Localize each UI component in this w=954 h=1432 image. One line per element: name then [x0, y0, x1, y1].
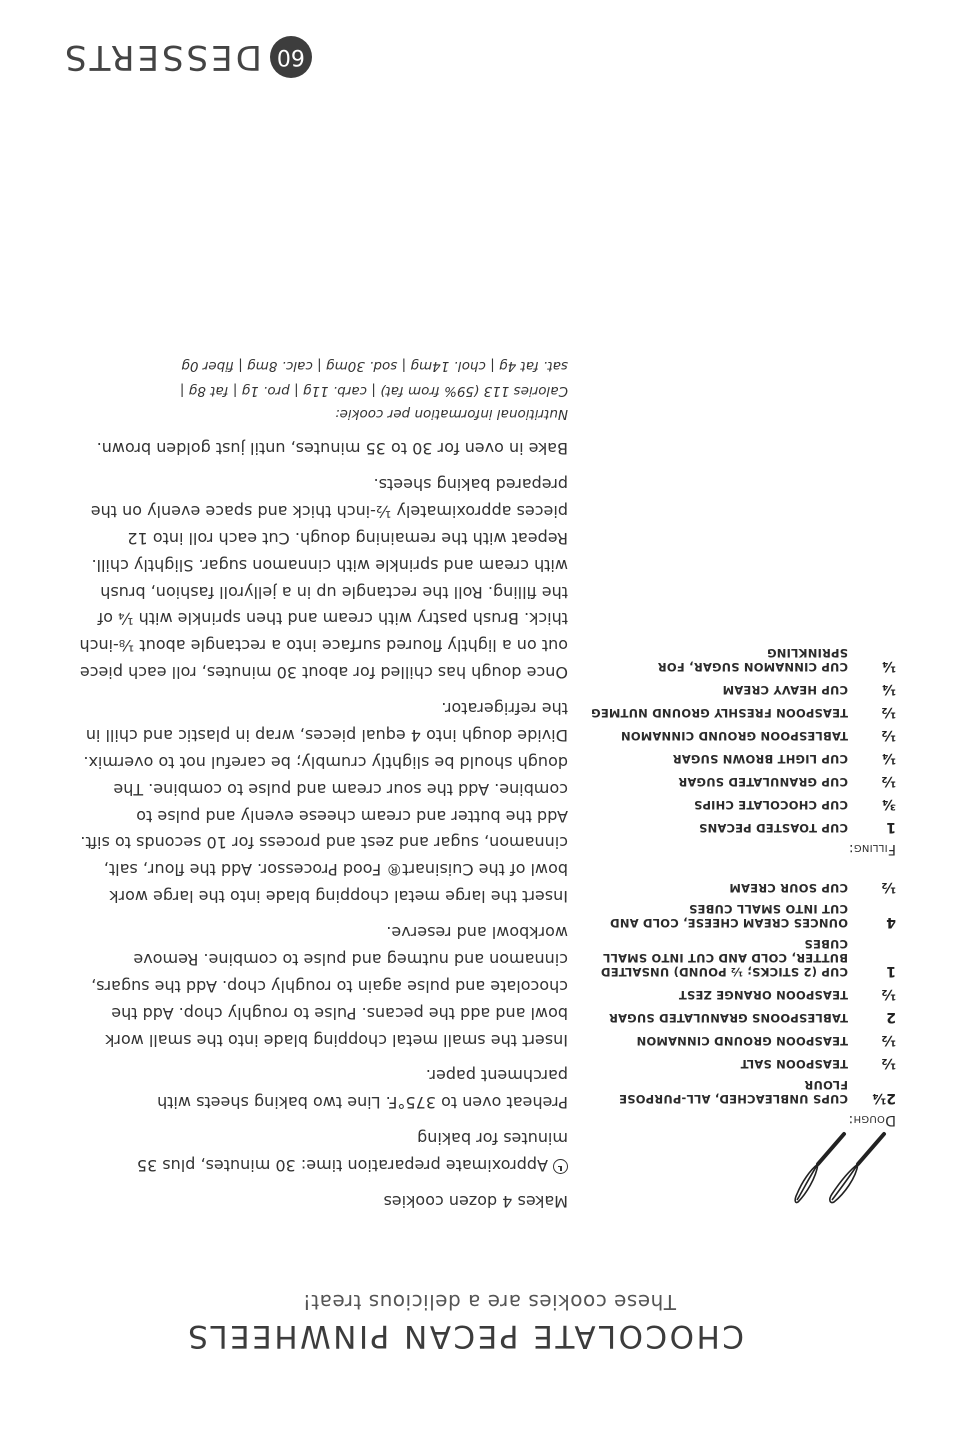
ingredient-text: CUP (2 STICKS; ½ POUND) UNSALTED BUTTER, COLD AND CUT INTO SMALL CUBES — [600, 936, 848, 979]
ingredient-text: CUP TOASTED PECANS — [698, 820, 848, 835]
nutrition-line: sat. fat 4g | chol. 14mg | sod. 30mg | calc. 8mg | fiber 0g — [181, 358, 568, 375]
ingredient-qty: ¼ — [881, 749, 896, 766]
ingredient-qty: ½ — [881, 985, 896, 1002]
recipe-title: CHOCOLATE PECAN PINWHEELS — [185, 1318, 744, 1354]
ingredient-qty: ¼ — [881, 657, 896, 674]
filling-label: Filling: — [848, 840, 896, 857]
ingredient-qty: ½ — [881, 878, 896, 895]
dough-label: Dough: — [848, 1112, 896, 1128]
ingredient-qty: ½ — [881, 703, 896, 720]
list-item — [576, 796, 896, 812]
list-item — [576, 750, 896, 766]
prep-time — [78, 1124, 568, 1178]
ingredient-qty: ½ — [881, 1031, 896, 1048]
ingredient-text: TEASPOON FRESHLY GROUND NUTMEG — [591, 705, 848, 720]
ingredient-text: TEASPOON ORANGE ZEST — [678, 987, 848, 1002]
ingredient-qty: 2¼ — [871, 1090, 896, 1106]
prep-time-text: Approximate preparation time: 30 minutes, plus 35 minutes for baking — [136, 1129, 568, 1176]
ingredient-text: TABLESPOON GROUND CINNAMON — [620, 728, 848, 743]
ingredient-qty: 1 — [886, 962, 896, 979]
list-item — [576, 902, 896, 930]
ingredient-qty: ½ — [881, 772, 896, 789]
instruction-step: Preheat oven to 375°F. Line two baking sheets with parchment paper. — [157, 1066, 568, 1113]
ingredient-text: CUP HEAVY CREAM — [722, 682, 848, 697]
ingredient-text: TABLESPOONS GRANULATED SUGAR — [608, 1010, 848, 1025]
list-item — [576, 646, 896, 674]
ingredient-qty: ½ — [881, 1054, 896, 1071]
section-header — [62, 36, 312, 78]
instruction-step: Once dough has chilled for about 30 minutes, roll each piece out on a lightly floured surface into a rectangle about ⅛-inch thick. Brush pastry with cream and then sprinkle with ¼ of the filling. Roll the rectangle up in a jellyroll fashion, brush with cream and sprinkle with cinnamon sugar. Slightly chill. Repeat with the remaining dough. Cut each roll into 12 pieces approximately ½-inch thick and space evenly on the prepared baking sheets. — [79, 475, 568, 683]
section-title: DESSERTS — [62, 37, 262, 77]
list-item — [576, 819, 896, 835]
list-item — [576, 704, 896, 720]
ingredient-qty: 4 — [886, 913, 896, 930]
ingredient-qty: ¼ — [881, 680, 896, 697]
ingredient-text: CUP LIGHT BROWN SUGAR — [672, 751, 848, 766]
nutrition-title: Nutritional information per cookie: — [335, 406, 568, 423]
list-item — [576, 1032, 896, 1048]
clock-icon — [553, 1159, 568, 1174]
instruction-step: Bake in oven for 30 to 35 minutes, until just golden brown. — [96, 439, 568, 459]
list-item — [576, 1009, 896, 1025]
recipe-subtitle: These cookies are a delicious treat! — [302, 1290, 676, 1314]
ingredient-text: TEASPOON SALT — [740, 1056, 848, 1071]
ingredient-text: CUP CHOCOLATE CHIPS — [693, 797, 848, 812]
list-item — [576, 681, 896, 697]
whisk-icon — [794, 1130, 894, 1212]
instruction-step: Insert the large metal chopping blade into the large work bowl of the Cuisinart® Food Processor. Add the flour, salt, cinnamon, sugar and zest and process for 10 seconds to sift. Add the butter and cream cheese evenly and pulse to combine. Add the sour cream and pulse to combine. The dough should be slightly crumbly; be careful not to overmix. Divide dough into 4 equal pieces, wrap in plastic and chill in the refrigerator. — [80, 699, 568, 907]
ingredient-text: OUNCES CREAM CHEESE, COLD AND CUT INTO SMALL CUBES — [609, 901, 848, 930]
list-item — [576, 986, 896, 1002]
list-item — [576, 1078, 896, 1106]
list-item — [576, 879, 896, 895]
list-item — [576, 937, 896, 979]
list-item — [576, 1055, 896, 1071]
instructions — [78, 354, 568, 1214]
nutrition-line: Calories 113 (59% from fat) | carb. 11g | pro. 1g | fat 8g | — [179, 382, 568, 399]
ingredient-text: CUP CINNAMON SUGAR, FOR SPRINKLING — [657, 645, 848, 674]
ingredient-text: CUPS UNBLEACHED, ALL-PURPOSE FLOUR — [618, 1077, 848, 1106]
instruction-step: Insert the small metal chopping blade into the small work bowl and add the pecans. Pulse to roughly chop. Add the chocolate and pulse again to roughly chop. Add the sugars, cinnamon and nutmeg and pulse to combine. Remove workbowl and reserve. — [91, 923, 568, 1050]
ingredient-qty: ¾ — [881, 795, 896, 812]
ingredients-list — [576, 639, 896, 1132]
yield-text: Makes 4 dozen cookies — [383, 1192, 568, 1211]
ingredient-text: TEASPOON GROUND CINNAMON — [636, 1033, 848, 1048]
list-item — [576, 727, 896, 743]
ingredient-text: CUP SOUR CREAM — [729, 880, 848, 895]
ingredient-qty: 2 — [886, 1008, 896, 1025]
list-item — [576, 773, 896, 789]
ingredient-text: CUP GRANULATED SUGAR — [678, 774, 848, 789]
page-number-badge: 60 — [270, 36, 312, 78]
ingredient-qty: 1 — [886, 818, 896, 835]
ingredient-qty: ½ — [881, 726, 896, 743]
